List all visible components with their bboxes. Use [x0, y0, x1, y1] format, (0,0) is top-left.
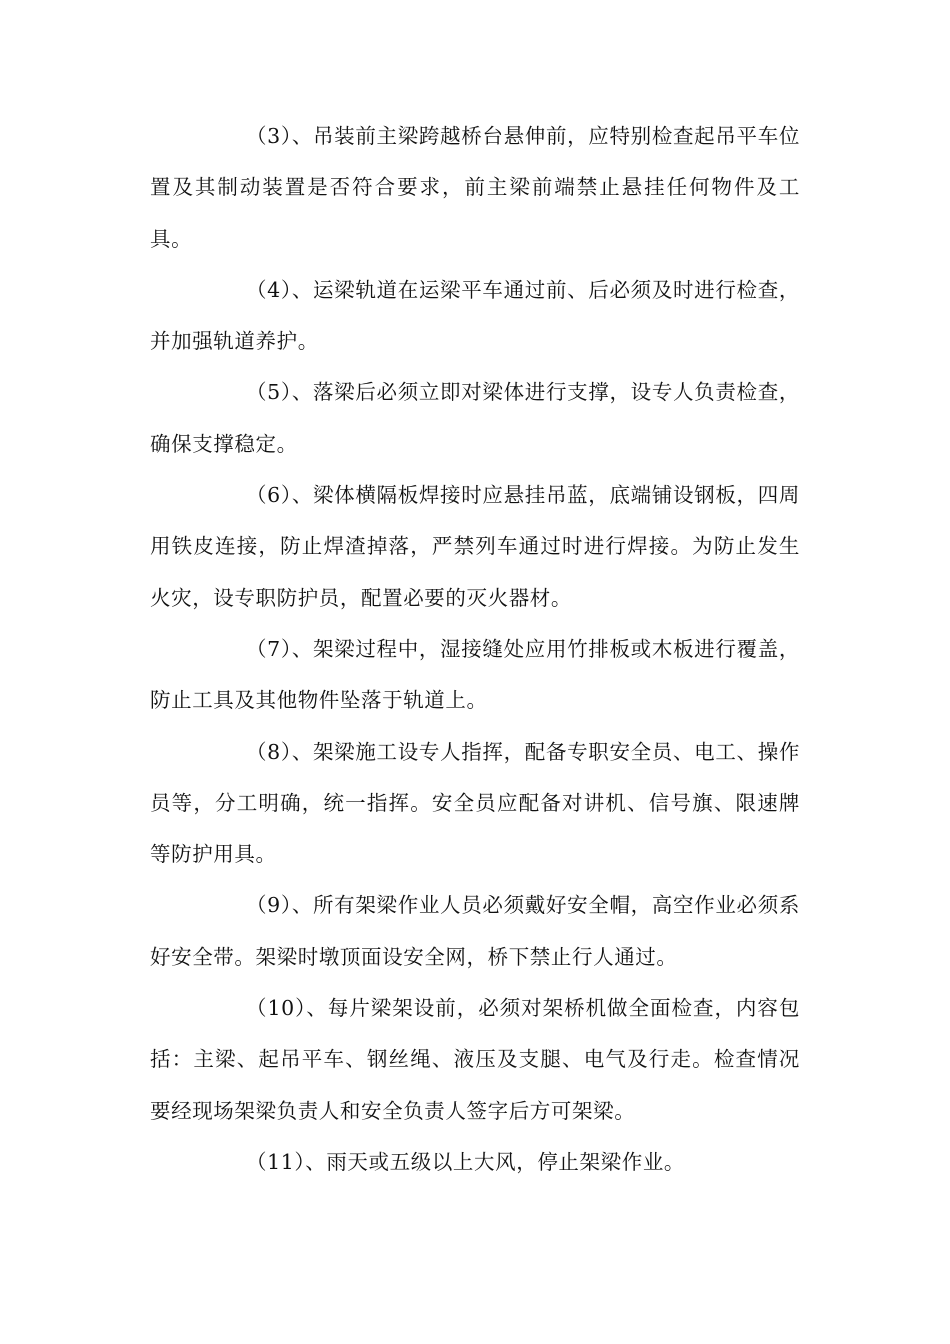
paragraph-item-6: （6）、梁体横隔板焊接时应悬挂吊蓝，底端铺设钢板，四周用铁皮连接，防止焊渣掉落，严禁列车通过时进行焊接。为防止发生火灾，设专职防护员，配置必要的灭火器材。	[150, 483, 800, 610]
paragraph-item-11: （11）、雨天或五级以上大风，停止架梁作业。	[246, 1149, 686, 1174]
paragraph-item-3: （3）、吊装前主梁跨越桥台悬伸前，应特别检查起吊平车位置及其制动装置是否符合要求，前主梁前端禁止悬挂任何物件及工具。	[150, 124, 800, 251]
paragraph-item-4: （4）、运梁轨道在运梁平车通过前、后必须及时进行检查，并加强轨道养护。	[150, 277, 800, 354]
paragraph-item-10: （10）、每片梁架设前，必须对架桥机做全面检查，内容包括：主梁、起吊平车、钢丝绳、液压及支腿、电气及行走。检查情况要经现场架梁负责人和安全负责人签字后方可架梁。	[150, 996, 800, 1123]
paragraph-item-5: （5）、落梁后必须立即对梁体进行支撑，设专人负责检查，确保支撑稳定。	[150, 380, 800, 456]
paragraph-item-8: （8）、架梁施工设专人指挥，配备专职安全员、电工、操作员等，分工明确，统一指挥。安全员应配备对讲机、信号旗、限速牌等防护用具。	[150, 739, 800, 867]
paragraph-item-7: （7）、架梁过程中，湿接缝处应用竹排板或木板进行覆盖，防止工具及其他物件坠落于轨道上。	[150, 636, 800, 713]
paragraph-item-9: （9）、所有架梁作业人员必须戴好安全帽，高空作业必须系好安全带。架梁时墩顶面设安全网，桥下禁止行人通过。	[150, 893, 800, 969]
document-body	[150, 111, 800, 1188]
